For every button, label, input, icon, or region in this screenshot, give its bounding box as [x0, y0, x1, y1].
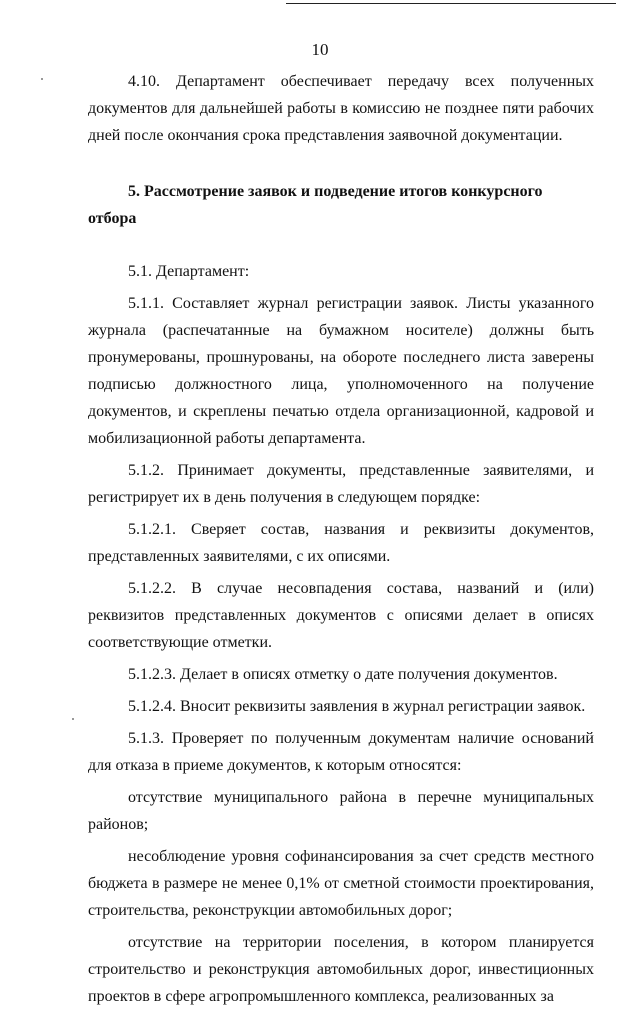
paragraph-5-1-2: 5.1.2. Принимает документы, представленные заявителями, и регистрирует их в день получения в следующем порядке: — [88, 462, 594, 506]
list-item-1: отсутствие муниципального района в перечне муниципальных районов; — [88, 789, 594, 833]
top-rule — [286, 3, 616, 4]
paragraph-5-1-1: 5.1.1. Составляет журнал регистрации заявок. Листы указанного журнала (распечатанные на бумажном носителе) должны быть пронумерованы, прошнурованы, на обороте последнего листа заверены подписью должностного лица, уполномоченного на получение документов, и скреплены печатью отдела организационной, кадровой и мобилизационной работы департамента. — [88, 295, 594, 447]
document-body — [88, 68, 594, 1010]
section-heading: 5. Рассмотрение заявок и подведение итогов конкурсного отбора — [88, 183, 543, 227]
scan-speck — [41, 78, 43, 80]
paragraph-5-1-2-4: 5.1.2.4. Вносит реквизиты заявления в журнал регистрации заявок. — [128, 698, 586, 715]
page-number: 10 — [311, 40, 329, 59]
paragraph-5-1-3: 5.1.3. Проверяет по полученным документам наличие оснований для отказа в приеме документов, к которым относятся: — [88, 730, 594, 774]
paragraph-5-1: 5.1. Департамент: — [128, 263, 250, 280]
list-item-2: несоблюдение уровня софинансирования за счет средств местного бюджета в размере не менее 0,1% от сметной стоимости проектирования, строительства, реконструкции автомобильных дорог; — [88, 848, 594, 919]
list-item-3: отсутствие на территории поселения, в котором планируется строительство и реконструкция автомобильных дорог, инвестиционных проектов в сфере агропромышленного комплекса, реализованных за — [88, 934, 594, 1005]
paragraph-5-1-2-1: 5.1.2.1. Сверяет состав, названия и реквизиты документов, представленных заявителями, с их описями. — [88, 521, 594, 565]
paragraph-5-1-2-3: 5.1.2.3. Делает в описях отметку о дате получения документов. — [128, 666, 558, 683]
paragraph-5-1-2-2: 5.1.2.2. В случае несовпадения состава, названий и (или) реквизитов представленных документов с описями делает в описях соответствующие отметки. — [88, 580, 594, 651]
paragraph-4-10: 4.10. Департамент обеспечивает передачу всех полученных документов для дальнейшей работы в комиссию не позднее пяти рабочих дней после окончания срока представления заявочной документации. — [88, 73, 594, 144]
scan-speck — [72, 718, 74, 720]
